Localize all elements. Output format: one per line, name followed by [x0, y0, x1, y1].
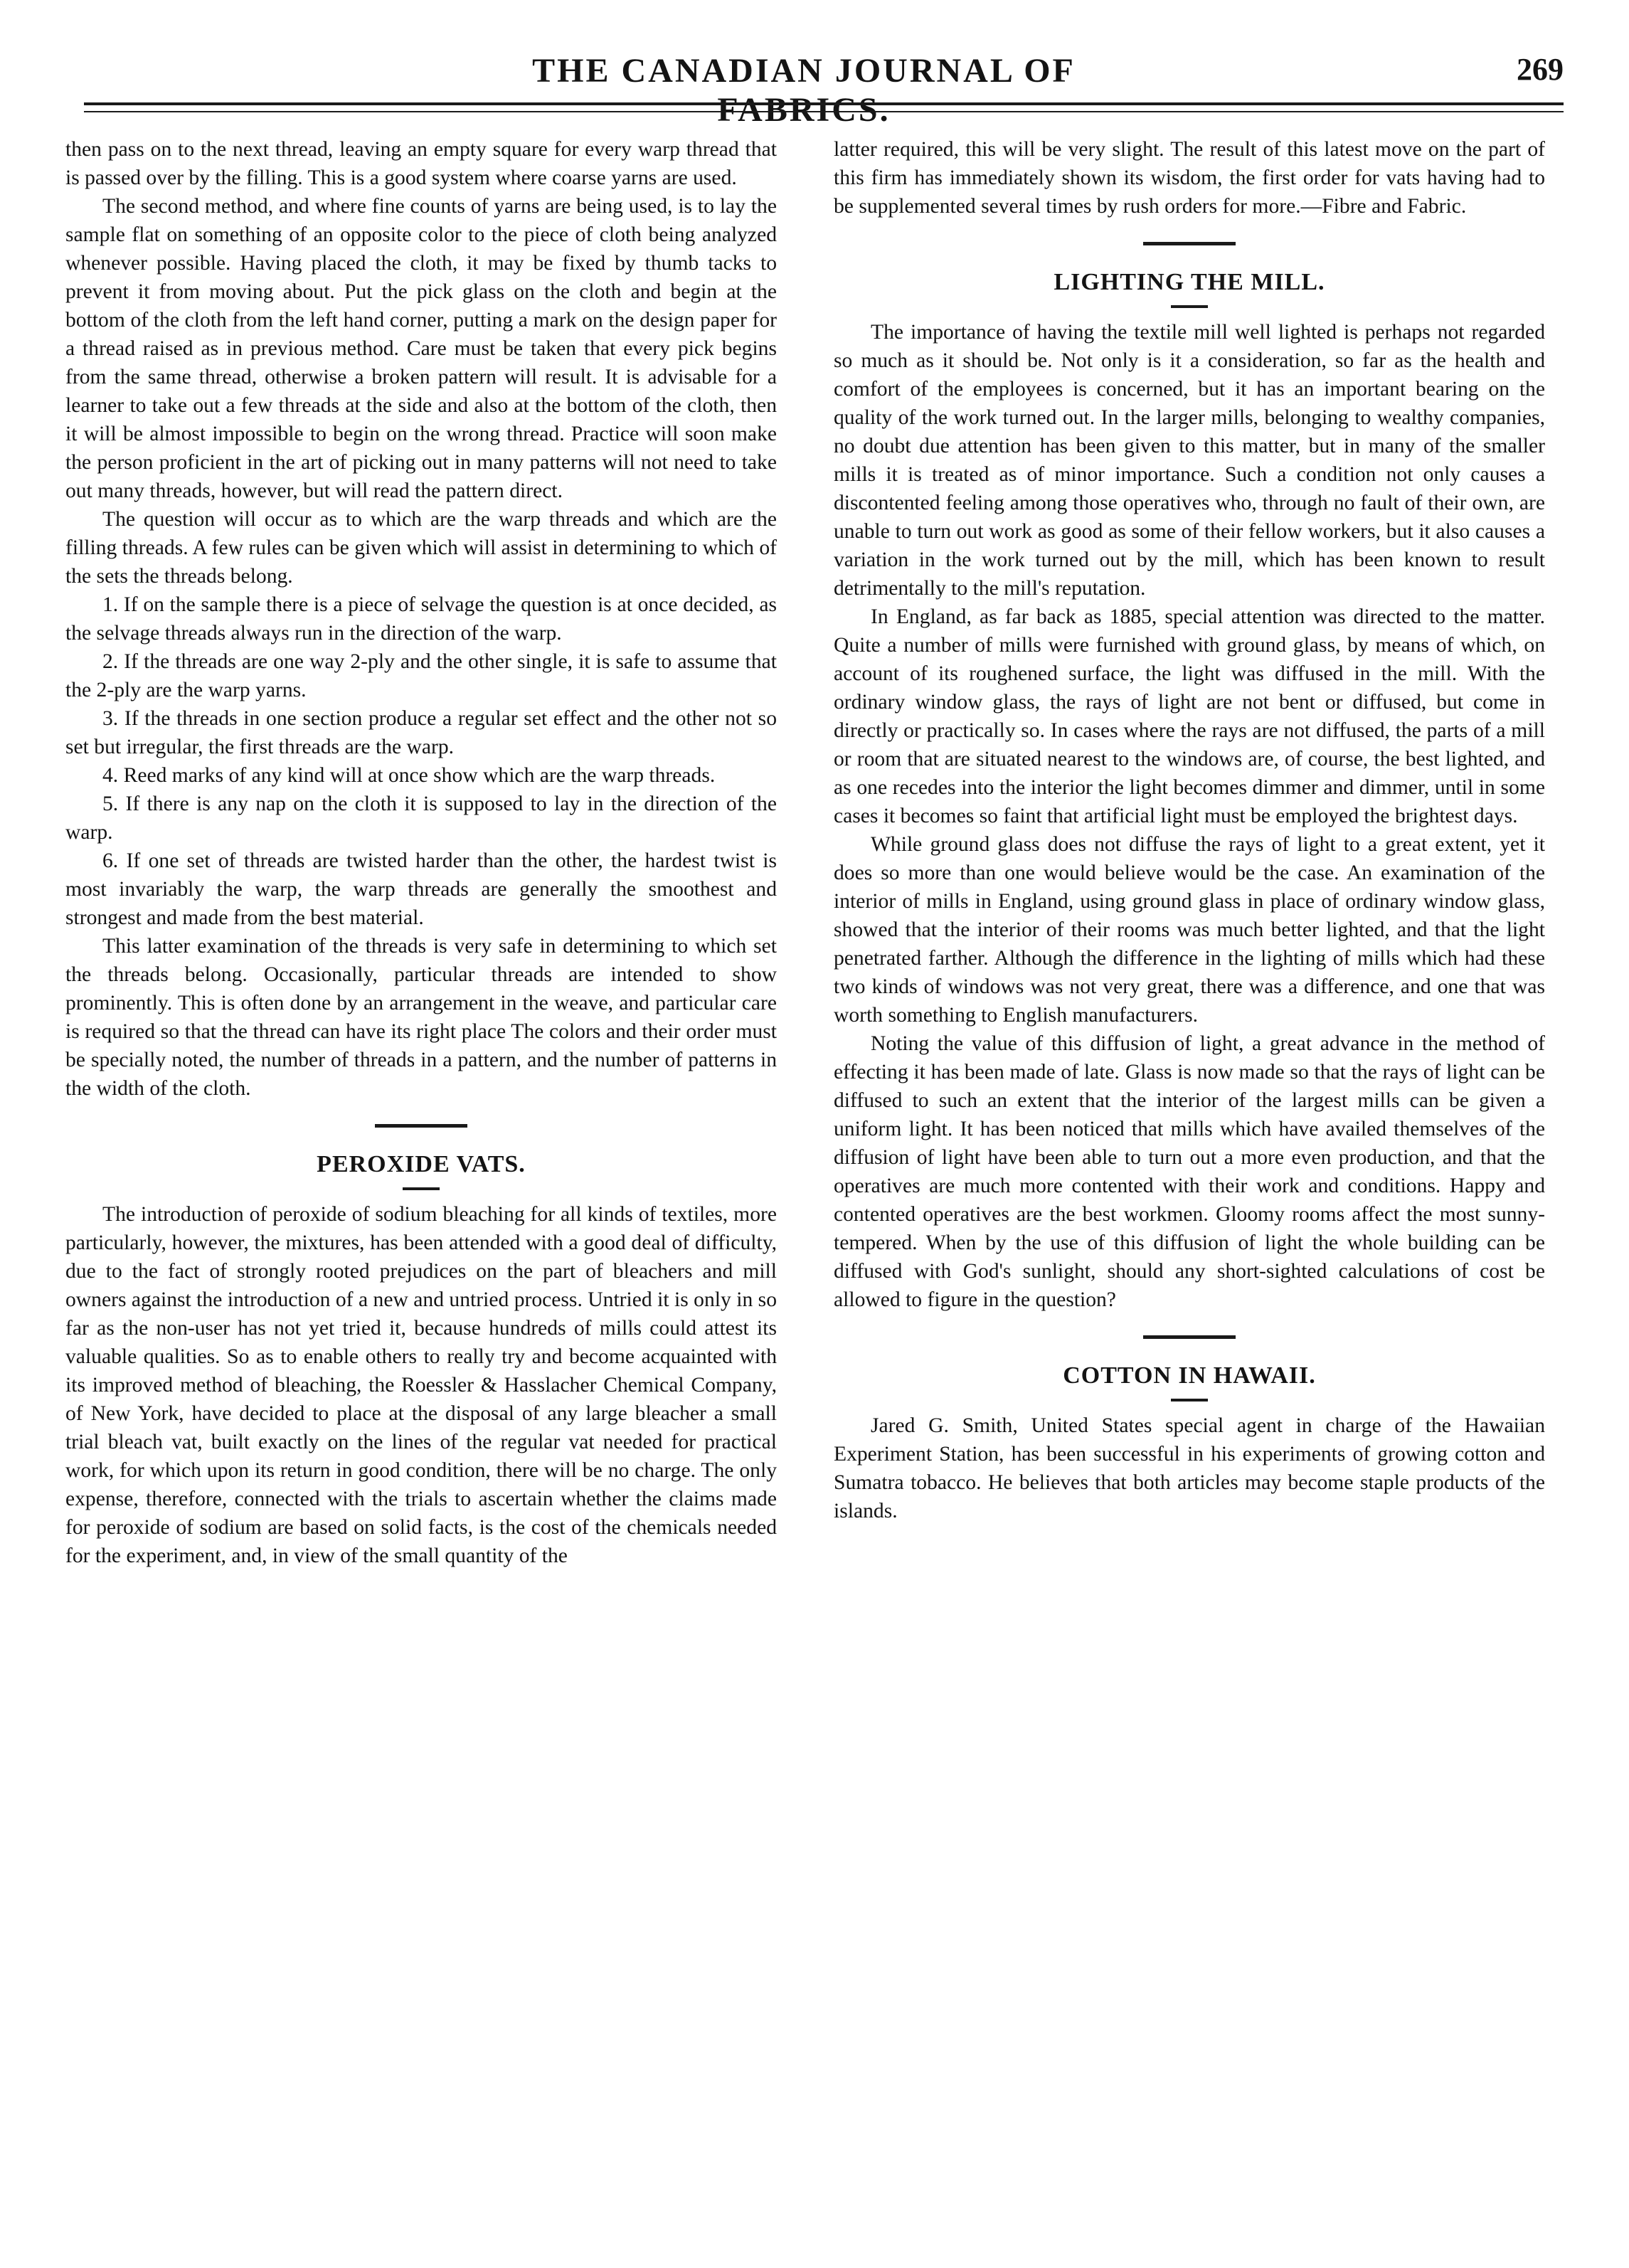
paragraph-lighting: Noting the value of this diffusion of light, a great advance in the method of effecting it has been made of late. Glass is now made so that the rays of light can be diffused to such an extent that the interior of the largest mills can be given a uniform light. It has been noticed that mills which have availed themselves of the diffusion of light have been able to turn out a more even production, and that the operatives are much more contented with their work and conditions. Happy and contented operatives are the best workmen. Gloomy rooms affect the most sunny-tempered. When by the use of this diffusion of light the whole building can be diffused with God's sunlight, should any short-sighted calculations of cost be allowed to figure in the question? — [834, 1032, 1545, 1311]
paragraph-lighting: In England, as far back as 1885, special attention was directed to the matter. Quite a number of mills were furnished with ground glass, by means of which, on account of its roughened surface, the light was diffused in the mill. With the ordinary window glass, the rays of light are not bent or diffused, but come in directly or practically so. In cases where the rays are not diffused, the parts of a mill or room that are situated nearest to the windows are, of course, the best lighted, and as one recedes into the interior the light becomes dimmer and dimmer, until in some cases it becomes so faint that artificial light must be employed the brightest days. — [834, 605, 1545, 827]
heading-underline — [1171, 1399, 1208, 1401]
section-divider — [1143, 242, 1236, 245]
header-rule — [84, 102, 1564, 112]
paragraph-peroxide: The introduction of peroxide of sodium bleaching for all kinds of textiles, more particularly, however, the mixtures, has been attended with a good deal of difficulty, due to the fact of strongly rooted prejudices on the part of bleachers and mill owners against the introduction of a new and untried process. Untried it is only in so far as the non-user has not yet tried it, because hundreds of mills could attest its valuable qualities. So as to enable others to really try and become acquainted with its improved method of bleaching, the Roessler & Hasslacher Chemical Company, of New York, have decided to place at the disposal of any large bleacher a small trial bleach vat, built exactly on the lines of the regular vat needed for practical work, for which upon its return in good condition, there will be no charge. The only expense, therefore, connected with the trials to ascertain whether the claims made for peroxide of sodium are based on solid facts, is the cost of the chemicals needed for the experiment, and, in view of the small quantity of the — [65, 1203, 777, 1567]
paragraph-continued: latter required, this will be very slight. The result of this latest move on the part of this firm has immediately shown its wisdom, the first order for vats having had to be supplemented several times by rush orders for more.—Fibre and Fabric. — [834, 138, 1545, 218]
paragraph-continued: then pass on to the next thread, leaving an empty square for every warp thread that is passed over by the filling. This is a good system where coarse yarns are used. — [65, 138, 777, 189]
paragraph: This latter examination of the threads is very safe in determining to which set the threads belong. Occasionally, particular threads are intended to show prominently. This is often done by an arrangement in the weave, and particular care is required so that the thread can have its right place The colors and their order must be specially noted, the number of threads in a pattern, and the number of patterns in the width of the cloth. — [65, 935, 777, 1100]
heading-underline — [403, 1187, 440, 1190]
paragraph: The second method, and where fine counts of yarns are being used, is to lay the sample flat on something of an opposite color to the piece of cloth being analyzed whenever possible. Having placed the cloth, it may be fixed by thumb tacks to prevent it from moving about. Put the pick glass on the cloth and begin at the bottom of the cloth from the left hand corner, putting a mark on the design paper for a thread raised as in previous method. Care must be taken that every pick begins from the same thread, otherwise a broken pattern will result. It is advisable for a learner to take out a few threads at the side and also at the bottom of the cloth, then it will be almost impossible to begin on the wrong thread. Practice will soon make the person proficient in the art of picking out in many patterns will not need to take out many threads, however, but will read the pattern direct. — [65, 195, 777, 502]
paragraph-cotton: Jared G. Smith, United States special agent in charge of the Hawaiian Experiment Station, has been successful in his experiments of growing cotton and Sumatra tobacco. He believes that both articles may become staple products of the islands. — [834, 1414, 1545, 1522]
rule-item-6: 6. If one set of threads are twisted harder than the other, the hardest twist is most invariably the warp, the warp threads are generally the smoothest and strongest and made from the best material. — [65, 849, 777, 929]
left-column — [65, 135, 777, 1570]
heading-lighting-the-mill: LIGHTING THE MILL. — [1054, 269, 1325, 295]
heading-underline — [1171, 305, 1208, 308]
page-number: 269 — [1517, 52, 1564, 87]
paragraph-lighting: The importance of having the textile mill well lighted is perhaps not regarded so much as it should be. Not only is it a consideration, so far as the health and comfort of the employees is concerned, but it has an important bearing on the quality of the work turned out. In the larger mills, belonging to wealthy companies, no doubt due attention has been given to this matter, but in many of the smaller mills it is treated as of minor importance. Such a condition not only causes a discontented feeling among those operatives who, through no fault of their own, are unable to turn out work as good as some of their fellow workers, but it also causes a variation in the work turned out by the mill, which has been known to result detrimentally to the mill's reputation. — [834, 321, 1545, 600]
section-divider — [375, 1124, 467, 1128]
rule-item-4: 4. Reed marks of any kind will at once show which are the warp threads. — [102, 764, 716, 787]
paragraph-lighting: While ground glass does not diffuse the rays of light to a great extent, yet it does so more than one would believe would be the case. An examination of the interior of mills in England, using ground glass in place of ordinary window glass, showed that the interior of their rooms was much better lighted, and that the light penetrated farther. Although the difference in the lighting of mills which had these two kinds of windows was not very great, there was a difference, and one that was worth something to English manufacturers. — [834, 833, 1545, 1027]
heading-cotton-in-hawaii: COTTON IN HAWAII. — [1063, 1362, 1316, 1389]
rule-item-1: 1. If on the sample there is a piece of selvage the question is at once decided, as the selvage threads always run in the direction of the warp. — [65, 593, 777, 645]
rule-item-5: 5. If there is any nap on the cloth it is supposed to lay in the direction of the warp. — [65, 793, 777, 844]
rule-item-2: 2. If the threads are one way 2-ply and the other single, it is safe to assume that the 2-ply are the warp yarns. — [65, 650, 777, 701]
running-title: THE CANADIAN JOURNAL OF FABRICS. — [532, 52, 1076, 129]
section-divider — [1143, 1335, 1236, 1339]
heading-peroxide-vats: PEROXIDE VATS. — [317, 1151, 526, 1177]
rule-item-3: 3. If the threads in one section produce a regular set effect and the other not so set but irregular, the first threads are the warp. — [65, 707, 777, 758]
right-column — [834, 135, 1545, 1525]
paragraph: The question will occur as to which are the warp threads and which are the filling threads. A few rules can be given which will assist in determining to which of the sets the threads belong. — [65, 508, 777, 588]
